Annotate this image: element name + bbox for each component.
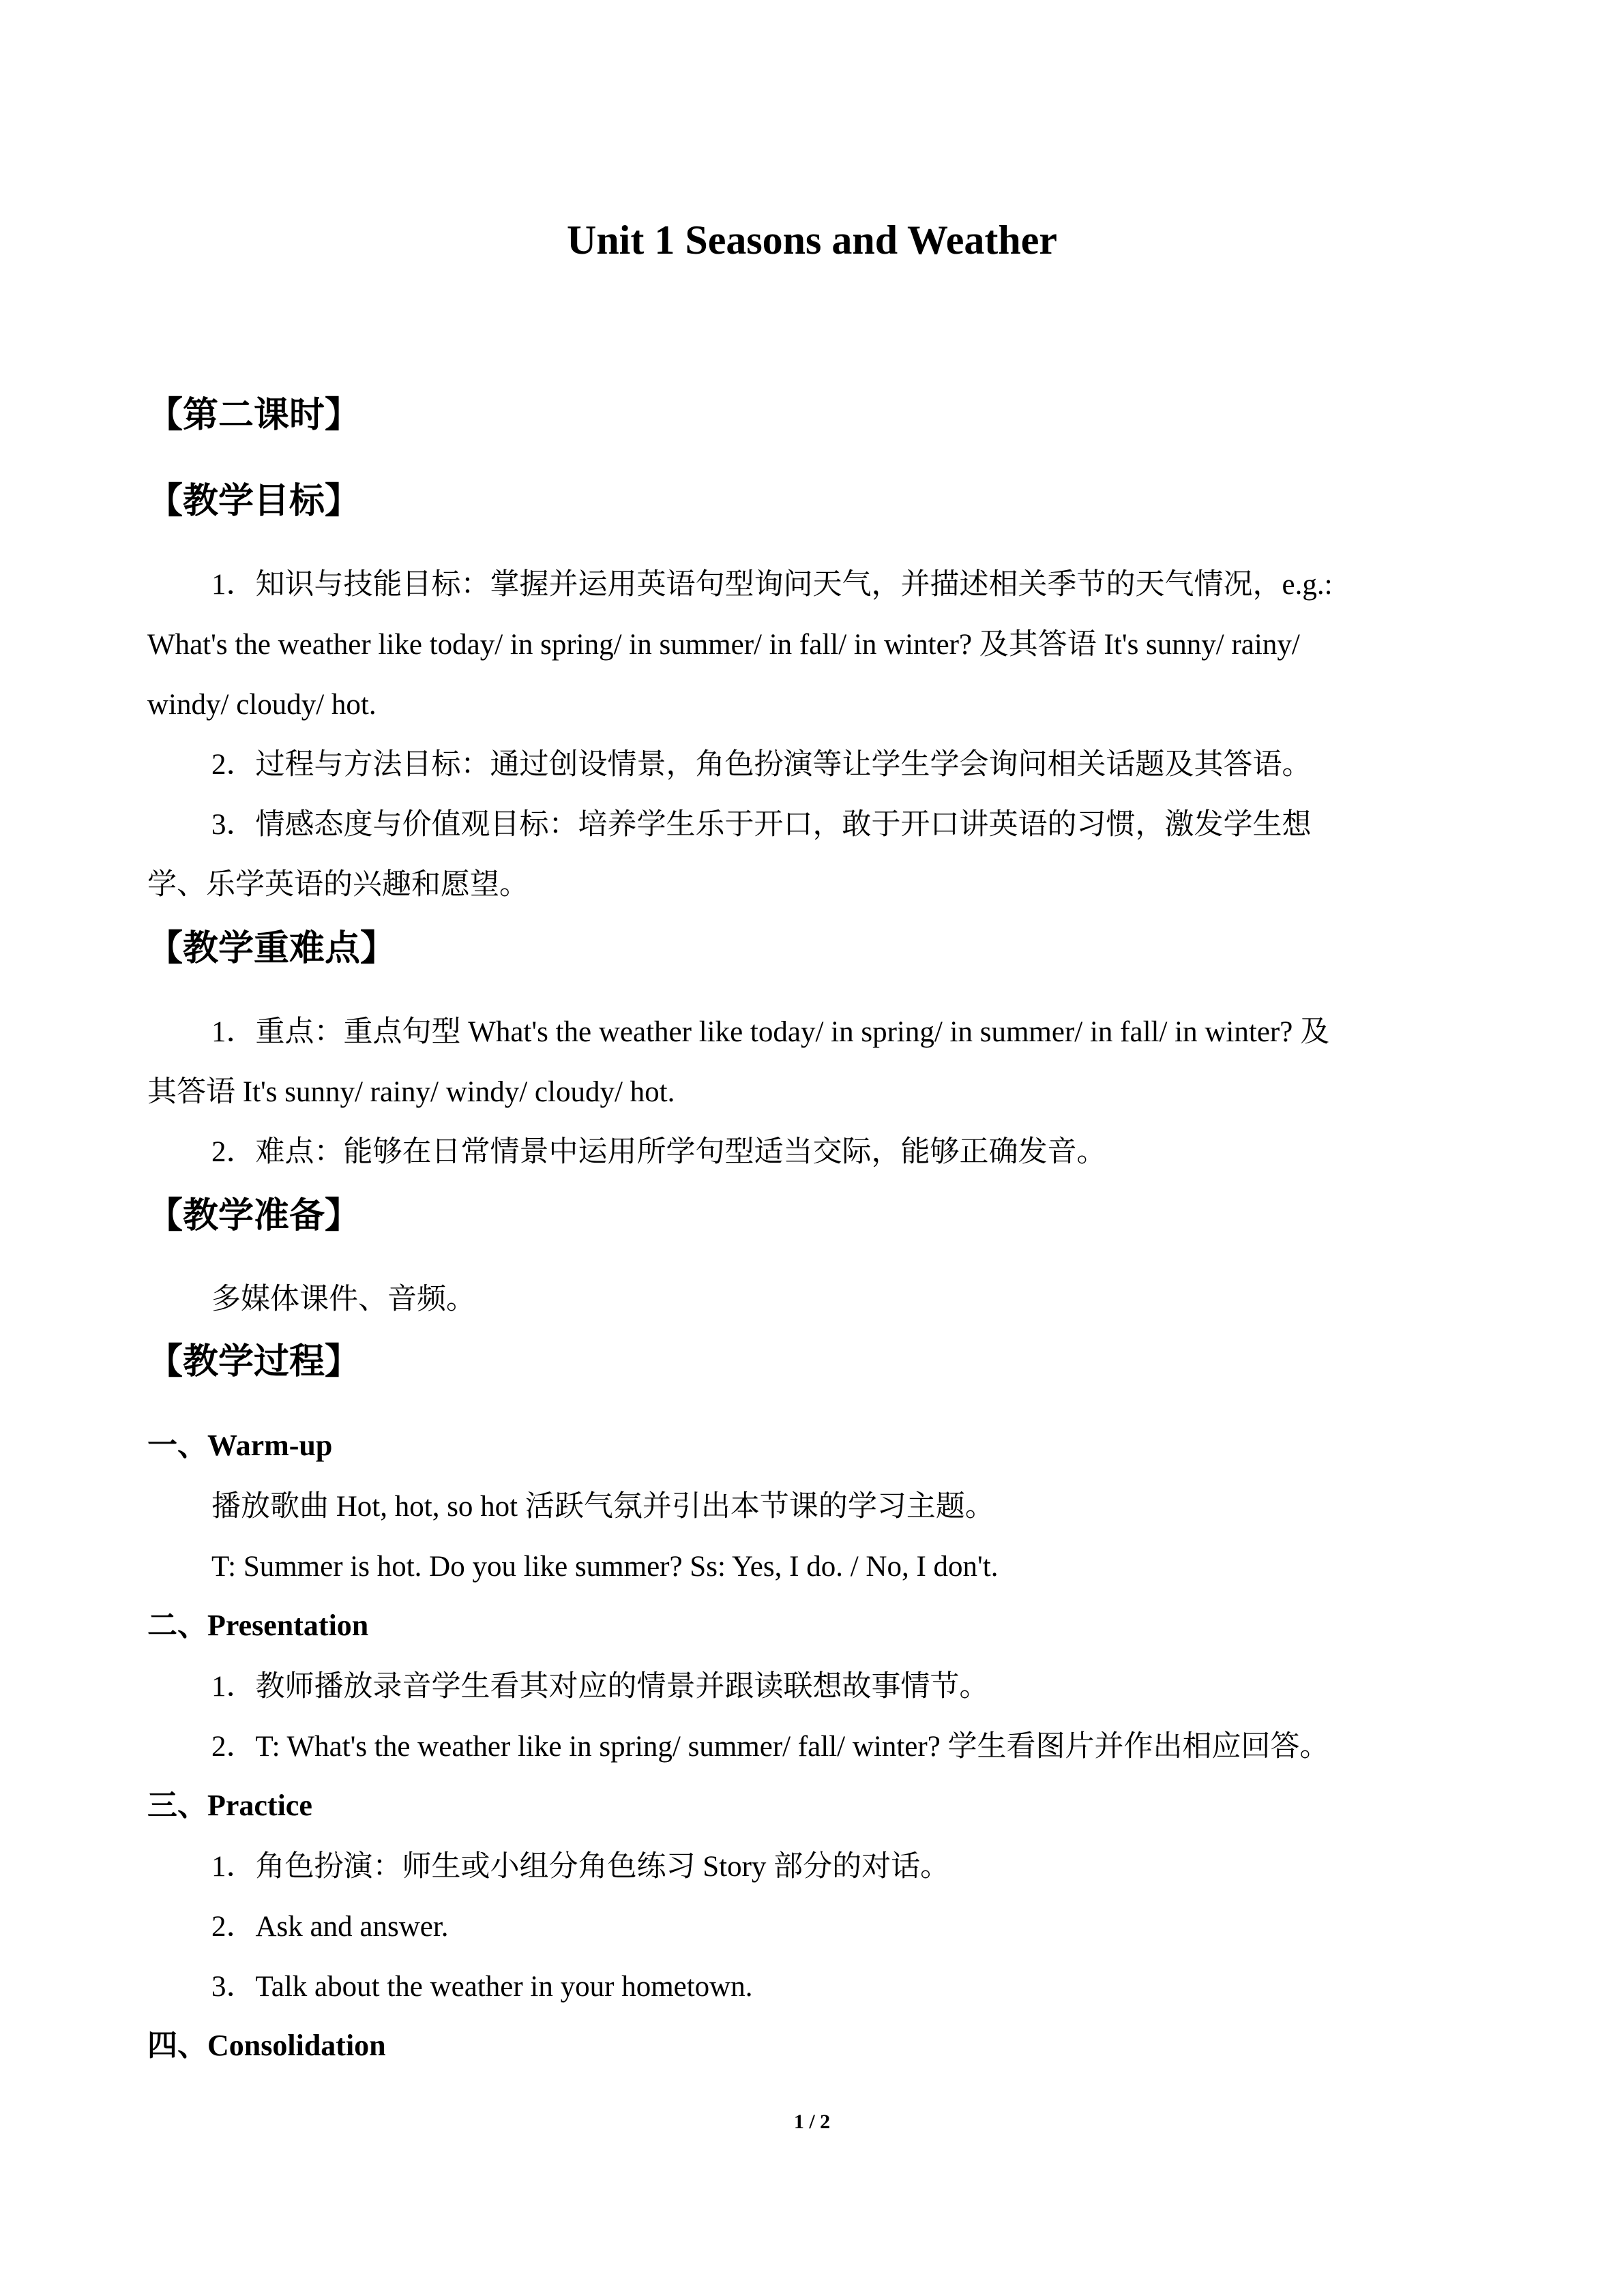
objective-1-line-3: windy/ cloudy/ hot.	[147, 689, 377, 721]
practice-item-1: 1．角色扮演：师生或小组分角色练习 Story 部分的对话。	[211, 1851, 950, 1883]
warmup-item-1: 播放歌曲 Hot, hot, so hot 活跃气氛并引出本节课的学习主题。	[211, 1491, 994, 1523]
presentation-item-2: 2．T: What's the weather like in spring/ summer/ fall/ winter? 学生看图片并作出相应回答。	[211, 1731, 1329, 1763]
practice-item-2: 2．Ask and answer.	[211, 1911, 449, 1943]
page-number: 1 / 2	[793, 2111, 831, 2133]
process-heading: 【教学过程】	[147, 1341, 361, 1382]
objectives-heading: 【教学目标】	[147, 481, 361, 522]
presentation-item-1: 1．教师播放录音学生看其对应的情景并跟读联想故事情节。	[211, 1671, 989, 1703]
preparation-text: 多媒体课件、音频。	[211, 1283, 475, 1315]
document-title: Unit 1 Seasons and Weather	[566, 218, 1057, 263]
consolidation-heading: 四、Consolidation	[147, 2029, 386, 2062]
practice-heading: 三、Practice	[147, 1789, 312, 1822]
objective-1-line-2: What's the weather like today/ in spring/ in summer/ in fall/ in winter? 及其答语 It's sunny/ rainy/	[147, 629, 1300, 661]
objective-2: 2．过程与方法目标：通过创设情景，角色扮演等让学生学会询问相关话题及其答语。	[211, 749, 1312, 781]
practice-item-3: 3．Talk about the weather in your hometown.	[211, 1971, 753, 2003]
preparation-heading: 【教学准备】	[147, 1195, 361, 1236]
warmup-item-2: T: Summer is hot. Do you like summer? Ss: Yes, I do. / No, I don't.	[211, 1551, 999, 1583]
presentation-heading: 二、Presentation	[147, 1609, 369, 1642]
key-point-1-line-2: 其答语 It's sunny/ rainy/ windy/ cloudy/ hot.	[147, 1076, 675, 1108]
objective-3-line-2: 学、乐学英语的兴趣和愿望。	[147, 869, 529, 901]
lesson-label: 【第二课时】	[147, 395, 361, 436]
key-point-1-line-1: 1．重点：重点句型 What's the weather like today/ in spring/ in summer/ in fall/ in winter? 及	[211, 1016, 1330, 1048]
warmup-heading: 一、Warm-up	[147, 1429, 333, 1462]
key-point-2: 2．难点：能够在日常情景中运用所学句型适当交际，能够正确发音。	[211, 1136, 1106, 1168]
objective-1-line-1: 1．知识与技能目标：掌握并运用英语句型询问天气，并描述相关季节的天气情况，e.g.:	[211, 569, 1333, 601]
objective-3-line-1: 3．情感态度与价值观目标：培养学生乐于开口，敢于开口讲英语的习惯，激发学生想	[211, 809, 1312, 841]
key-points-heading: 【教学重难点】	[147, 928, 396, 969]
